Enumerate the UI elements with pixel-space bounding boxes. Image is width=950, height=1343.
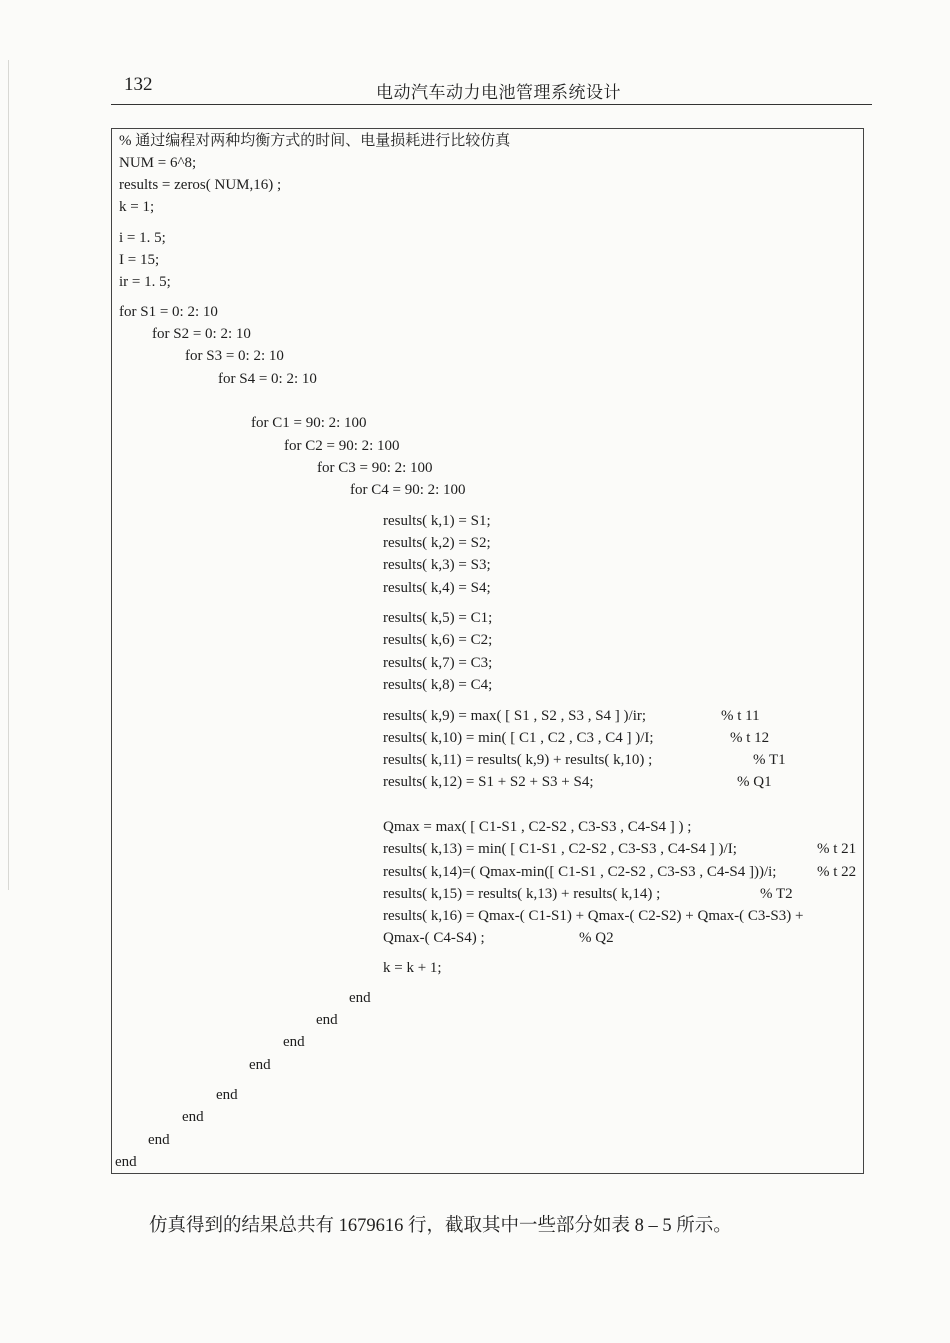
code-line: end <box>216 1087 238 1103</box>
code-line: results( k,12) = S1 + S2 + S3 + S4; <box>383 774 594 790</box>
code-line: results( k,6) = C2; <box>383 632 493 648</box>
code-comment: % t 22 <box>817 864 857 880</box>
code-line: results( k,5) = C1; <box>383 610 493 626</box>
code-comment: % T1 <box>753 752 786 768</box>
code-line: results( k,3) = S3; <box>383 557 491 573</box>
code-line: ir = 1. 5; <box>119 274 171 290</box>
code-comment: % Q1 <box>737 774 772 790</box>
scan-edge <box>8 60 9 890</box>
code-line: results( k,9) = max( [ S1 , S2 , S3 , S4 ] )/ir; <box>383 708 647 724</box>
code-line: end <box>182 1109 204 1125</box>
code-line: I = 15; <box>119 252 160 268</box>
code-line: k = 1; <box>119 199 155 215</box>
code-line: end <box>283 1034 305 1050</box>
header-rule <box>111 104 872 105</box>
code-line: NUM = 6^8; <box>119 155 197 171</box>
code-line: results( k,14)=( Qmax-min([ C1-S1 , C2-S2 , C3-S3 , C4-S4 ]))/i; <box>383 864 777 880</box>
code-line: for S2 = 0: 2: 10 <box>152 326 251 342</box>
code-line: results( k,10) = min( [ C1 , C2 , C3 , C4 ] )/I; <box>383 730 654 746</box>
page-number: 132 <box>124 74 153 95</box>
code-comment: % t 12 <box>730 730 770 746</box>
code-line: % 通过编程对两种均衡方式的时间、电量损耗进行比较仿真 <box>119 133 511 149</box>
code-comment: % t 11 <box>721 708 760 724</box>
code-line: results( k,1) = S1; <box>383 513 491 529</box>
running-title: 电动汽车动力电池管理系统设计 <box>376 83 621 102</box>
code-line: for C4 = 90: 2: 100 <box>350 482 466 498</box>
code-comment: % t 21 <box>817 841 857 857</box>
code-line: Qmax-( C4-S4) ; <box>383 930 485 946</box>
code-line: Qmax = max( [ C1-S1 , C2-S2 , C3-S3 , C4-S4 ] ) ; <box>383 819 692 835</box>
code-line: results( k,13) = min( [ C1-S1 , C2-S2 , C3-S3 , C4-S4 ] )/I; <box>383 841 737 857</box>
code-line: end <box>115 1154 137 1170</box>
code-line: results = zeros( NUM,16) ; <box>119 177 282 193</box>
code-line: results( k,15) = results( k,13) + results( k,14) ; <box>383 886 661 902</box>
code-listing-box <box>111 128 864 1174</box>
code-line: for C2 = 90: 2: 100 <box>284 438 400 454</box>
code-line: results( k,2) = S2; <box>383 535 491 551</box>
code-line: k = k + 1; <box>383 960 442 976</box>
code-line: results( k,16) = Qmax-( C1-S1) + Qmax-( C2-S2) + Qmax-( C3-S3) + <box>383 908 804 924</box>
code-comment: % Q2 <box>579 930 614 946</box>
code-comment: % T2 <box>760 886 793 902</box>
code-line: results( k,4) = S4; <box>383 580 491 596</box>
code-line: i = 1. 5; <box>119 230 166 246</box>
code-line: results( k,11) = results( k,9) + results( k,10) ; <box>383 752 653 768</box>
code-line: results( k,7) = C3; <box>383 655 493 671</box>
code-line: for S4 = 0: 2: 10 <box>218 371 317 387</box>
code-line: end <box>349 990 371 1006</box>
code-line: for C1 = 90: 2: 100 <box>251 415 367 431</box>
code-line: for C3 = 90: 2: 100 <box>317 460 433 476</box>
code-line: results( k,8) = C4; <box>383 677 493 693</box>
body-paragraph: 仿真得到的结果总共有 1679616 行，截取其中一些部分如表 8 – 5 所示。 <box>149 1216 732 1236</box>
code-line: end <box>148 1132 170 1148</box>
code-line: end <box>249 1057 271 1073</box>
code-line: for S1 = 0: 2: 10 <box>119 304 218 320</box>
code-line: end <box>316 1012 338 1028</box>
code-line: for S3 = 0: 2: 10 <box>185 348 284 364</box>
